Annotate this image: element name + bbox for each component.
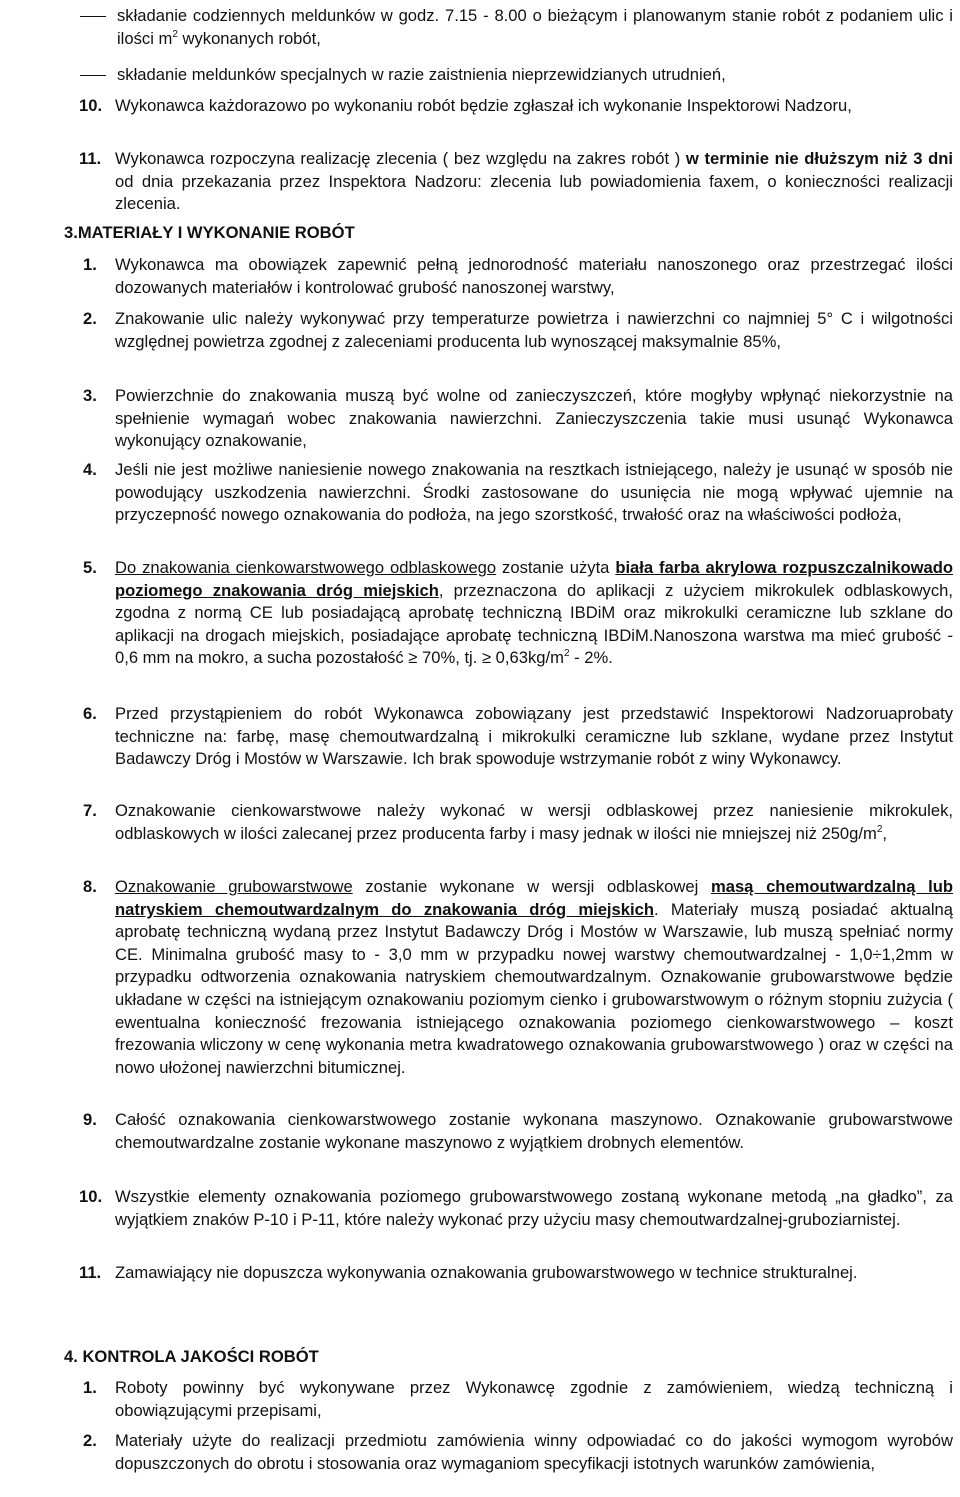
list-item [83,800,953,845]
list-item [83,385,953,453]
superscript: 2 [876,823,883,835]
item-number: 5. [83,558,97,577]
item-number: 2. [83,1431,97,1450]
item-text: zostanie użyta [496,558,616,577]
item-text: Przed przystąpieniem do robót Wykonawca zobowiązany jest przedstawić Inspektorowi Nadzoruaprobaty techniczne na: farbę, masę chemoutwardzalną i mikrokulki ceramiczne lub szklane, wydane przez Instytut Badawczy Dróg i Mostów w Warszawie. Ich brak spowoduje wstrzymanie robót z winy Wykonawcy. [115,704,953,769]
list-item [79,95,953,118]
list-item [117,64,953,87]
item-text: Powierzchnie do znakowania muszą być wolne od zanieczyszczeń, które mogłyby wpłynąć niekorzystnie na spełnienie wymagań wobec znakowania nawierzchni. Zanieczyszczenia takie musi usunąć Wykonawca wykonujący oznakowanie, [115,386,953,451]
item-text: Jeśli nie jest możliwe naniesienie nowego znakowania na resztkach istniejącego, należy je usunąć w sposób nie powodujący uszkodzenia nawierzchni. Środki zastosowane do usunięcia nie mogą wpływać ujemnie na przyczepność nowego oznakowania do podłoża, na jego szorstkość, trwałość oraz na właściwości podłoża, [115,460,953,525]
item-text: Roboty powinny być wykonywane przez Wykonawcę zgodnie z zamówieniem, wiedzą techniczną i obowiązującymi przepisami, [115,1378,953,1420]
emphasis-text: masą chemoutwardzalną lub natryskiem chemoutwardzalnym do znakowania dróg miejskich [115,877,953,919]
list-item [79,1262,953,1285]
item-text: Wykonawca rozpoczyna realizację zlecenia ( bez względu na zakres robót ) [115,149,686,168]
list-item [83,876,953,1079]
list-item [79,1186,953,1231]
list-item [79,148,953,216]
item-number: 7. [83,801,97,820]
list-item [83,1430,953,1475]
item-number: 8. [83,877,97,896]
item-text: Znakowanie ulic należy wykonywać przy temperaturze powietrza i nawierzchni co najmniej 5° C i wilgotności względnej powietrza zgodnej z zaleceniami producenta lub wynoszącej maksymalnie 85%, [115,309,953,351]
superscript: 2 [563,648,570,660]
superscript: 2 [172,28,178,40]
item-text: Zamawiający nie dopuszcza wykonywania oznakowania grubowarstwowego w technice strukturalnej. [115,1263,858,1282]
section-heading: 3.MATERIAŁY I WYKONANIE ROBÓT [64,223,355,242]
list-item [83,703,953,771]
item-number: 11. [79,1263,102,1282]
item-text: . Materiały muszą posiadać aktualną aprobatę techniczną wydaną przez Instytut Badawczy Dróg i Mostów w Warszawie, lub muszą spełniać normy CE. Minimalna grubość masy to - 3,0 mm w przypadku nowej warstwy chemoutwardzalnej - 1,0÷1,2mm w przypadku odtworzenia oznakowania natryskiem chemoutwardzalnym. Oznakowanie grubowarstwowe będzie układane w części na istniejącym oznakowaniu poziomym cienko i grubowarstwowym o różnym stopniu zużycia ( ewentualna konieczność frezowania istniejącego oznakowania poziomego cienkowarstwowego – koszt frezowania wliczony w cenę wykonania metra kwadratowego oznakowania grubowarstwowego ) oraz w części na nowo ułożonej nawierzchni bitumicznej. [115,899,953,1077]
item-text: - 2%. [569,648,613,668]
item-text: Wykonawca każdorazowo po wykonaniu robót będzie zgłaszał ich wykonanie Inspektorowi Nadzoru, [115,96,852,115]
item-text: od dnia przekazania przez Inspektora Nadzoru: zlecenia lub powiadomienia faxem, o konieczności realizacji zlecenia. [115,171,953,214]
list-item [83,308,953,353]
item-number: 9. [83,1110,97,1129]
item-number: 3. [83,386,97,405]
item-number: 1. [83,255,97,274]
item-text: zostanie wykonane w wersji odblaskowej [352,877,711,896]
item-text: Materiały użyte do realizacji przedmiotu zamówienia winny odpowiadać co do jakości wymogom wyrobów dopuszczonych do obrotu i stosowania oraz wymaganiom specyfikacji istotnych warunków zamówienia, [115,1431,953,1473]
item-number: 1. [83,1378,97,1397]
item-text: , przeznaczona do aplikacji z użyciem mikrokulek odblaskowych, zgodna z normą CE lub posiadającą aprobatę techniczną IBDiM oraz mikrokulki ceramiczne lub szklane do aplikacji na drogach miejskich, posiadające aprobatę techniczną IBDiM.Nanoszona warstwa ma mieć grubość - 0,6 mm na mokro, a sucha pozostałość ≥ 70%, tj. ≥ 0,63kg/m [115,580,953,668]
item-text: składanie meldunków specjalnych w razie zaistnienia nieprzewidzianych utrudnień, [117,65,726,84]
item-number: 11. [79,149,102,168]
emphasis-text: biała farba akrylowa rozpuszczalnikowado poziomego znakowania dróg miejskich [115,558,953,600]
list-item [117,5,953,50]
list-item [83,1109,953,1154]
item-text: , [882,823,888,843]
list-item [83,459,953,527]
emphasis-text: w terminie nie dłuższym niż 3 dni [685,149,953,168]
item-number: 2. [83,309,97,328]
list-item [83,557,953,670]
list-item [83,1377,953,1422]
list-item [83,254,953,299]
item-text: składanie codziennych meldunków w godz. 7.15 - 8.00 o bieżącym i planowanym stanie robót z podaniem ulic i ilości m [117,6,953,48]
item-text: Wszystkie elementy oznakowania poziomego grubowarstwowego zostaną wykonane metodą „na gładko”, za wyjątkiem znaków P-10 i P-11, które należy wykonać przy użyciu masy chemoutwardzalnej-gruboziarnistej. [115,1187,953,1229]
item-text: wykonanych robót, [177,28,321,48]
item-text: Całość oznakowania cienkowarstwowego zostanie wykonana maszynowo. Oznakowanie grubowarstwowe chemoutwardzalne zostanie wykonane maszynowo z wyjątkiem drobnych elementów. [115,1110,953,1152]
section-heading: 4. KONTROLA JAKOŚCI ROBÓT [64,1347,319,1366]
item-number: 10. [79,96,103,115]
underlined-text: Oznakowanie grubowarstwowe [115,877,353,896]
item-number: 4. [83,460,97,479]
item-number: 10. [79,1187,103,1206]
item-text: Oznakowanie cienkowarstwowe należy wykonać w wersji odblaskowej przez naniesienie mikrokulek, odblaskowych w ilości zalecanej przez producenta farby i masy jednak w ilości nie mniejszej niż 250g/m [115,801,953,843]
item-text: Wykonawca ma obowiązek zapewnić pełną jednorodność materiału nanoszonego oraz przestrzegać ilości dozowanych materiałów i kontrolować grubość nanoszonej warstwy, [115,255,953,297]
item-number: 6. [83,704,97,723]
underlined-text: Do znakowania cienkowarstwowego odblaskowego [115,558,497,577]
